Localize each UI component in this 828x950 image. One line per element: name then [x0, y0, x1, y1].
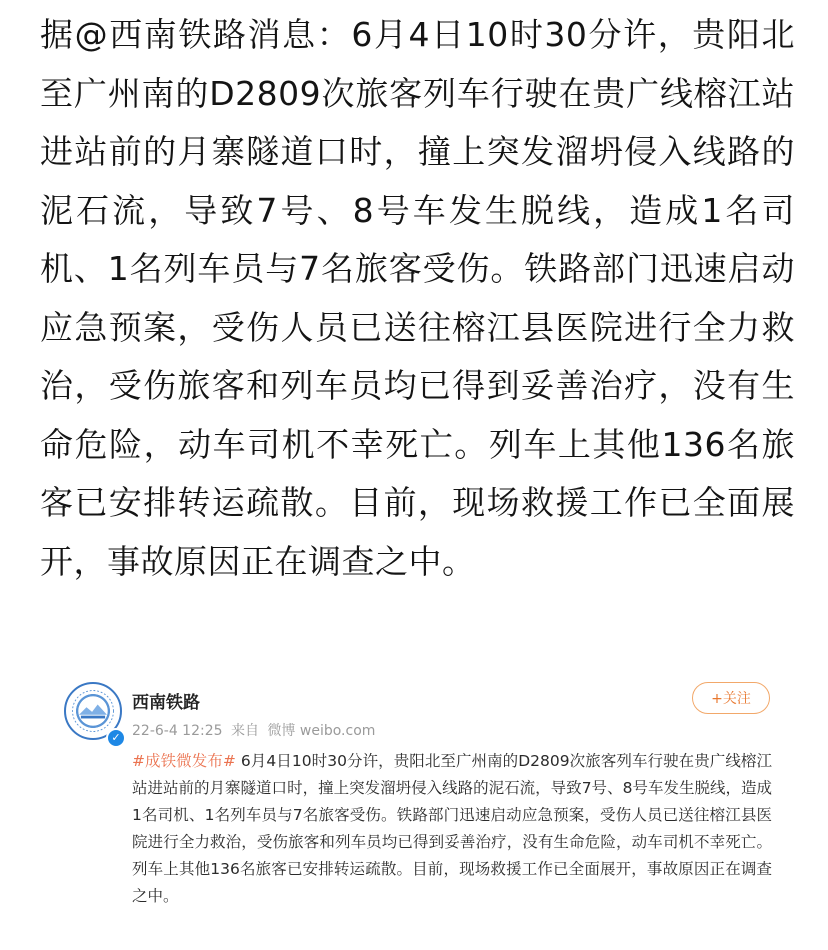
verified-badge-icon: ✓ [106, 728, 126, 748]
article-text: 据@西南铁路消息：6月4日10时30分许，贵阳北至广州南的D2809次旅客列车行驶在贵广线榕江站进站前的月寨隧道口时，撞上突发溜坍侵入线路的泥石流，导致7号、8号车发生脱线，造成1名司机、1名列车员与7名旅客受伤。铁路部门迅速启动应急预案，受伤人员已送往榕江县医院进行全力救治，受伤旅客和列车员均已得到妥善治疗，没有生命危险，动车司机不幸死亡。列车上其他136名旅客已安排转运疏散。目前，现场救援工作已全面展开，事故原因正在调查之中。 [40, 15, 795, 581]
post-body [132, 748, 772, 910]
weibo-post-card [52, 668, 780, 938]
follow-button[interactable]: +关注 [692, 682, 770, 714]
post-body-text: 6月4日10时30分许，贵阳北至广州南的D2809次旅客列车行驶在贵广线榕江站进站前的月寨隧道口时，撞上突发溜坍侵入线路的泥石流，导致7号、8号车发生脱线，造成1名司机、1名列车员与7名旅客受伤。铁路部门迅速启动应急预案，受伤人员已送往榕江县医院进行全力救治，受伤旅客和列车员均已得到妥善治疗，没有生命危险，动车司机不幸死亡。列车上其他136名旅客已安排转运疏散。目前，现场救援工作已全面展开，事故原因正在调查之中。 [132, 752, 772, 905]
post-timestamp[interactable]: 22-6-4 12:25 [132, 723, 223, 739]
post-source-prefix: 来自 [230, 723, 259, 739]
post-author-name[interactable]: 西南铁路 [132, 693, 200, 713]
post-source: 微博 weibo.com [267, 723, 376, 739]
post-hashtag-link[interactable]: #成铁微发布# [132, 752, 236, 770]
post-meta [132, 720, 379, 740]
